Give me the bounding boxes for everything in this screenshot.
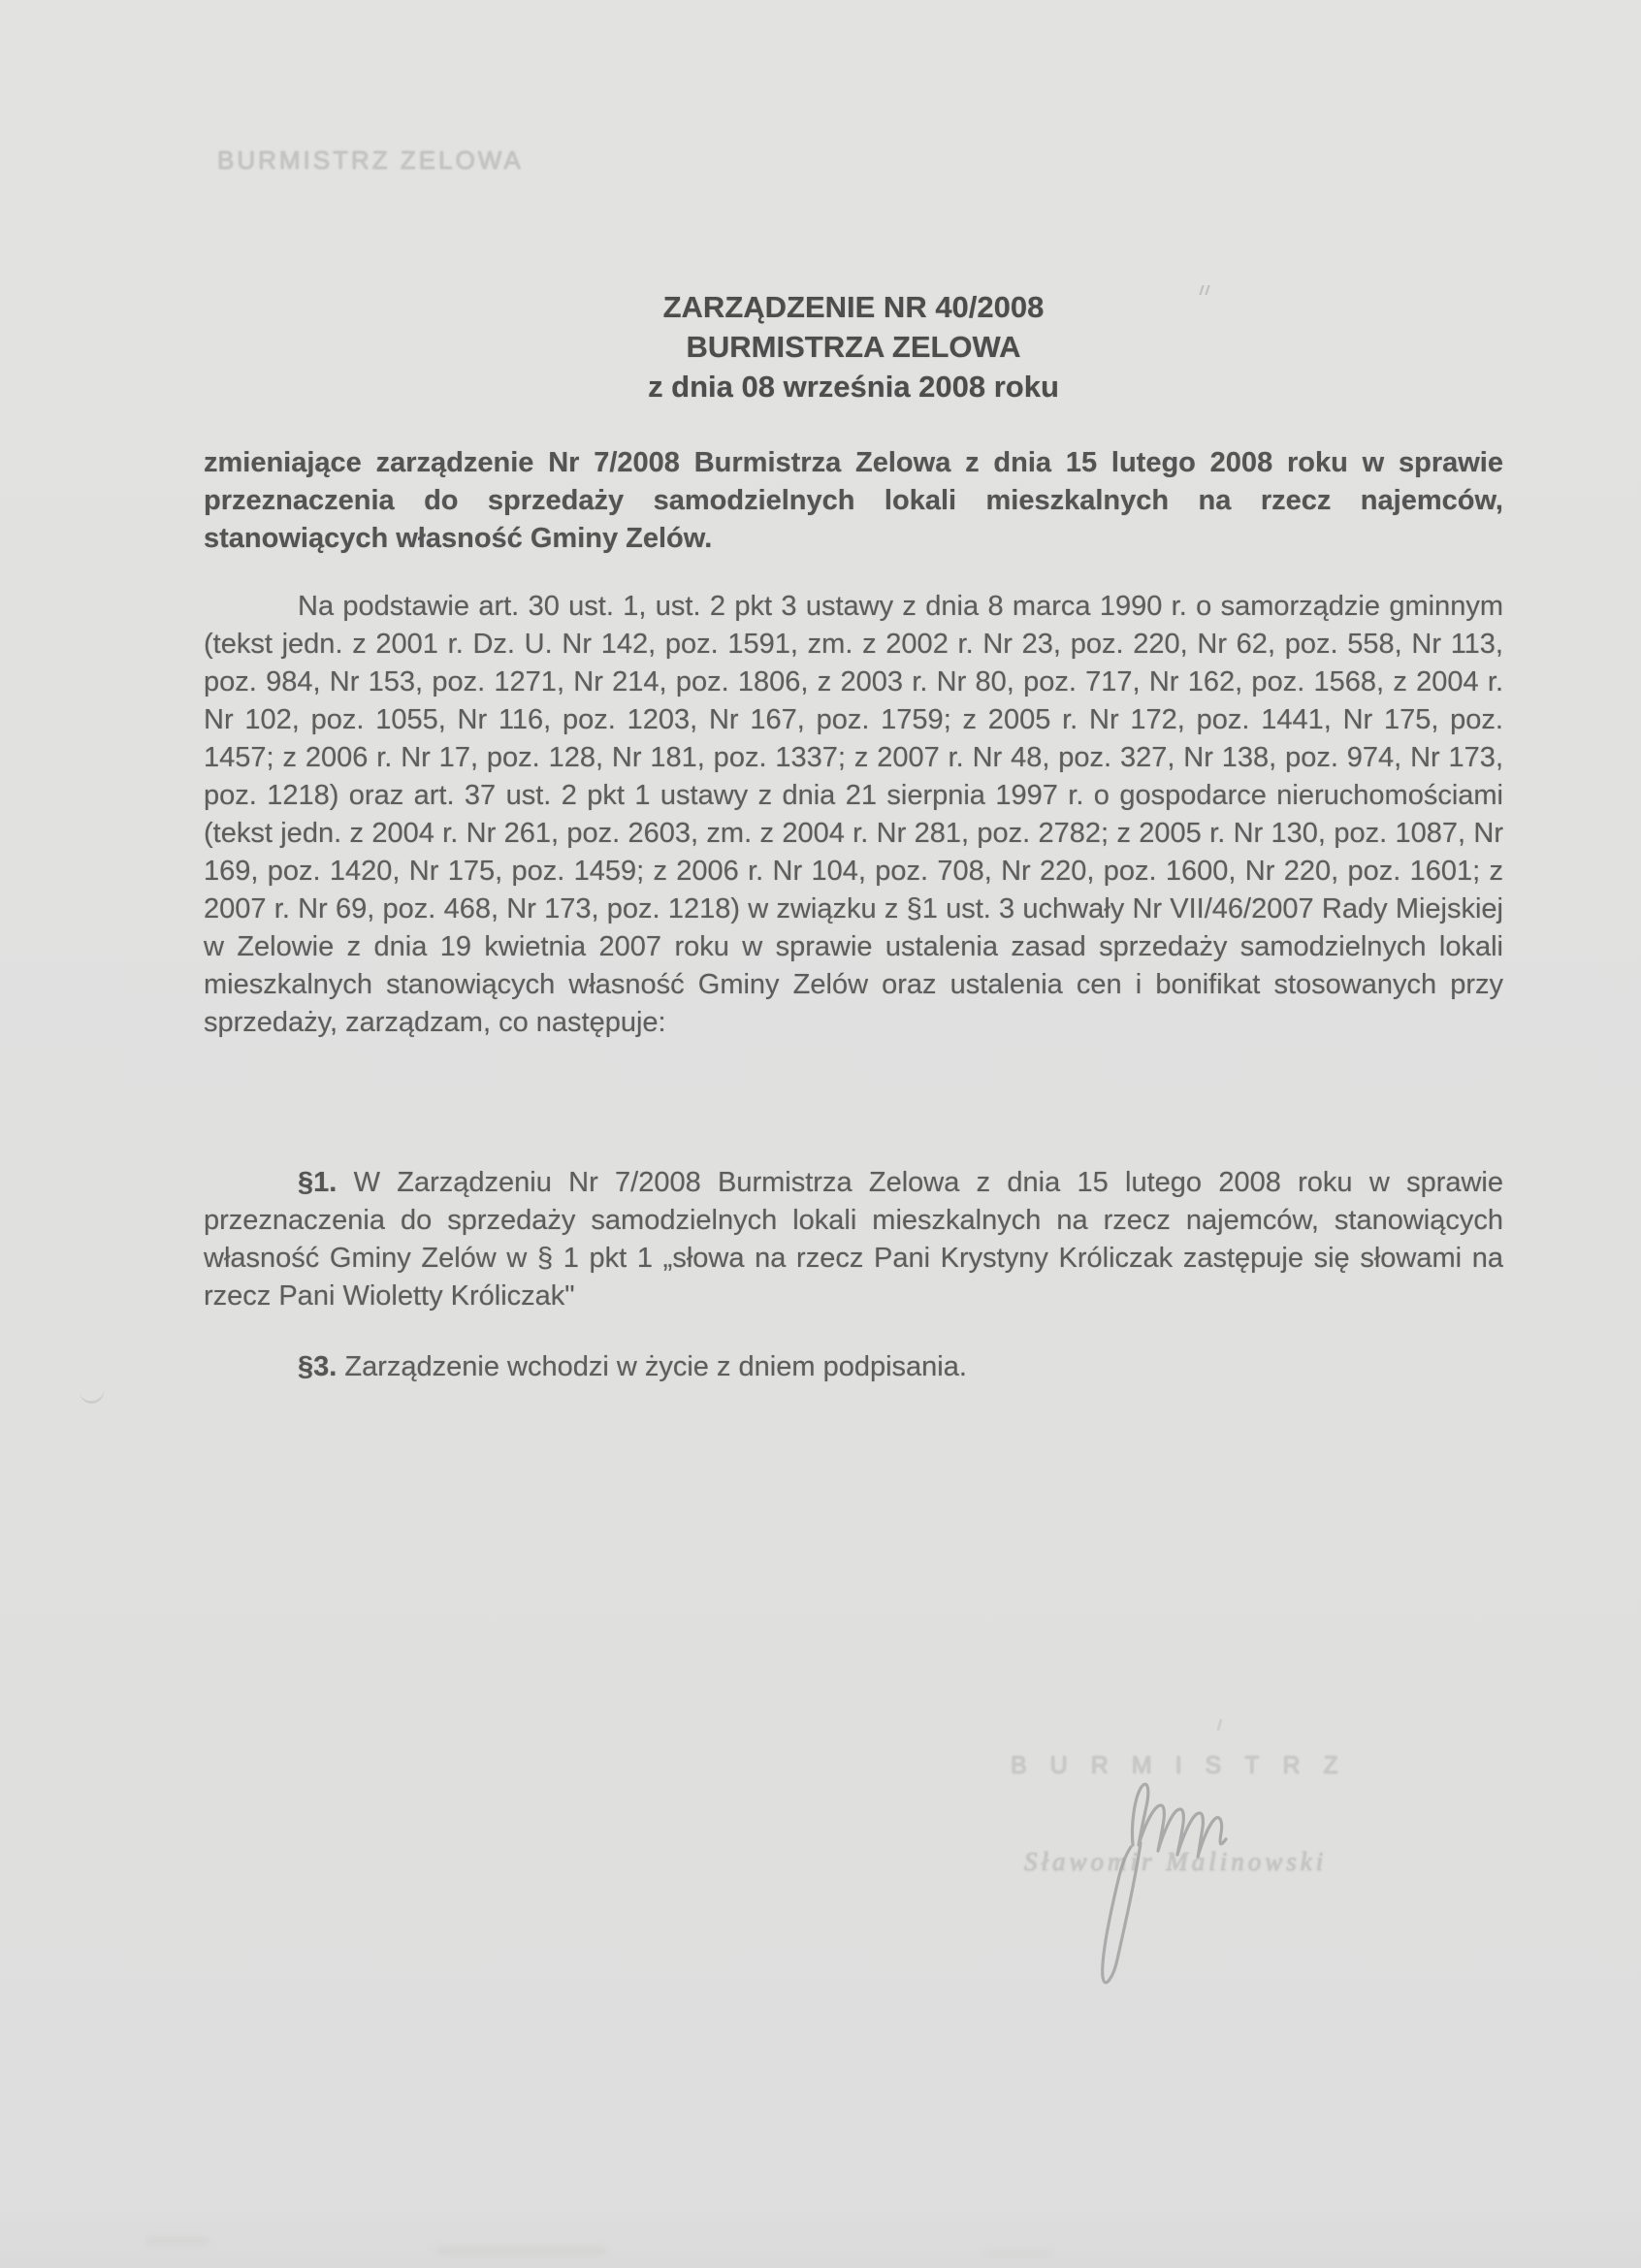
paragraph-3-text: Zarządzenie wchodzi w życie z dniem podpisania. <box>337 1351 967 1382</box>
document-title <box>204 287 1503 406</box>
scan-smudge <box>145 2237 209 2245</box>
title-line-date: z dnia 08 września 2008 roku <box>648 370 1059 404</box>
scan-smudge <box>436 2247 606 2255</box>
paragraph-3-number: §3. <box>298 1351 338 1382</box>
handwritten-signature-icon <box>1047 1717 1397 2008</box>
paragraph-3 <box>204 1348 1503 1386</box>
legal-basis-paragraph: Na podstawie art. 30 ust. 1, ust. 2 pkt 3 ustawy z dnia 8 marca 1990 r. o samorządzie gminnym (tekst jedn. z 2001 r. Dz. U. Nr 142, poz. 1591, zm. z 2002 r. Nr 23, poz. 220, Nr 62, poz. 558, Nr 113, poz. 984, Nr 153, poz. 1271, Nr 214, poz. 1806, z 2003 r. Nr 80, poz. 717, Nr 162, poz. 1568, z 2004 r. Nr 102, poz. 1055, Nr 116, poz. 1203, Nr 167, poz. 1759; z 2005 r. Nr 172, poz. 1441, Nr 175, poz. 1457; z 2006 r. Nr 17, poz. 128, Nr 181, poz. 1337; z 2007 r. Nr 48, poz. 327, Nr 138, poz. 974, Nr 173, poz. 1218) oraz art. 37 ust. 2 pkt 1 ustawy z dnia 21 sierpnia 1997 r. o gospodarce nieruchomościami (tekst jedn. z 2004 r. Nr 261, poz. 2603, zm. z 2004 r. Nr 281, poz. 2782; z 2005 r. Nr 130, poz. 1087, Nr 169, poz. 1420, Nr 175, poz. 1459; z 2006 r. Nr 104, poz. 708, Nr 220, poz. 1600, Nr 220, poz. 1601; z 2007 r. Nr 69, poz. 468, Nr 173, poz. 1218) w związku z §1 ust. 3 uchwały Nr VII/46/2007 Rady Miejskiej w Zelowie z dnia 19 kwietnia 2007 roku w sprawie ustalenia zasad sprzedaży samodzielnych lokali mieszkalnych stanowiących własność Gminy Zelów oraz ustalenia cen i bonifikat stosowanych przy sprzedaży, zarządzam, co następuje: <box>204 591 1503 1038</box>
paragraph-1-text: W Zarządzeniu Nr 7/2008 Burmistrza Zelowa z dnia 15 lutego 2008 roku w sprawie przeznaczenia do sprzedaży samodzielnych lokali mieszkalnych na rzecz najemców, stanowiących własność Gminy Zelów w § 1 pkt 1 „słowa na rzecz Pani Krystyny Króliczak zastępuje się słowami na rzecz Pani Wioletty Króliczak" <box>204 1167 1503 1312</box>
scan-artifact-mark <box>1201 285 1214 297</box>
paragraph-1-number: §1. <box>298 1167 338 1198</box>
scan-smudge <box>984 2251 1052 2257</box>
header-stamp: BURMISTRZ ZELOWA <box>217 146 524 175</box>
subject-paragraph: zmieniające zarządzenie Nr 7/2008 Burmistrza Zelowa z dnia 15 lutego 2008 roku w sprawie przeznaczenia do sprzedaży samodzielnych lokali mieszkalnych na rzecz najemców, stanowiących własność Gminy Zelów. <box>204 447 1503 554</box>
title-line-issuer: BURMISTRZA ZELOWA <box>686 330 1021 364</box>
scan-pen-mark <box>79 1385 106 1405</box>
signature-role-stamp: BURMISTRZ <box>1011 1752 1362 1779</box>
title-line-number: ZARZĄDZENIE NR 40/2008 <box>662 290 1045 324</box>
paragraph-1 <box>204 1164 1503 1315</box>
signature-name-stamp: Sławomir Malinowski <box>1024 1847 1328 1876</box>
